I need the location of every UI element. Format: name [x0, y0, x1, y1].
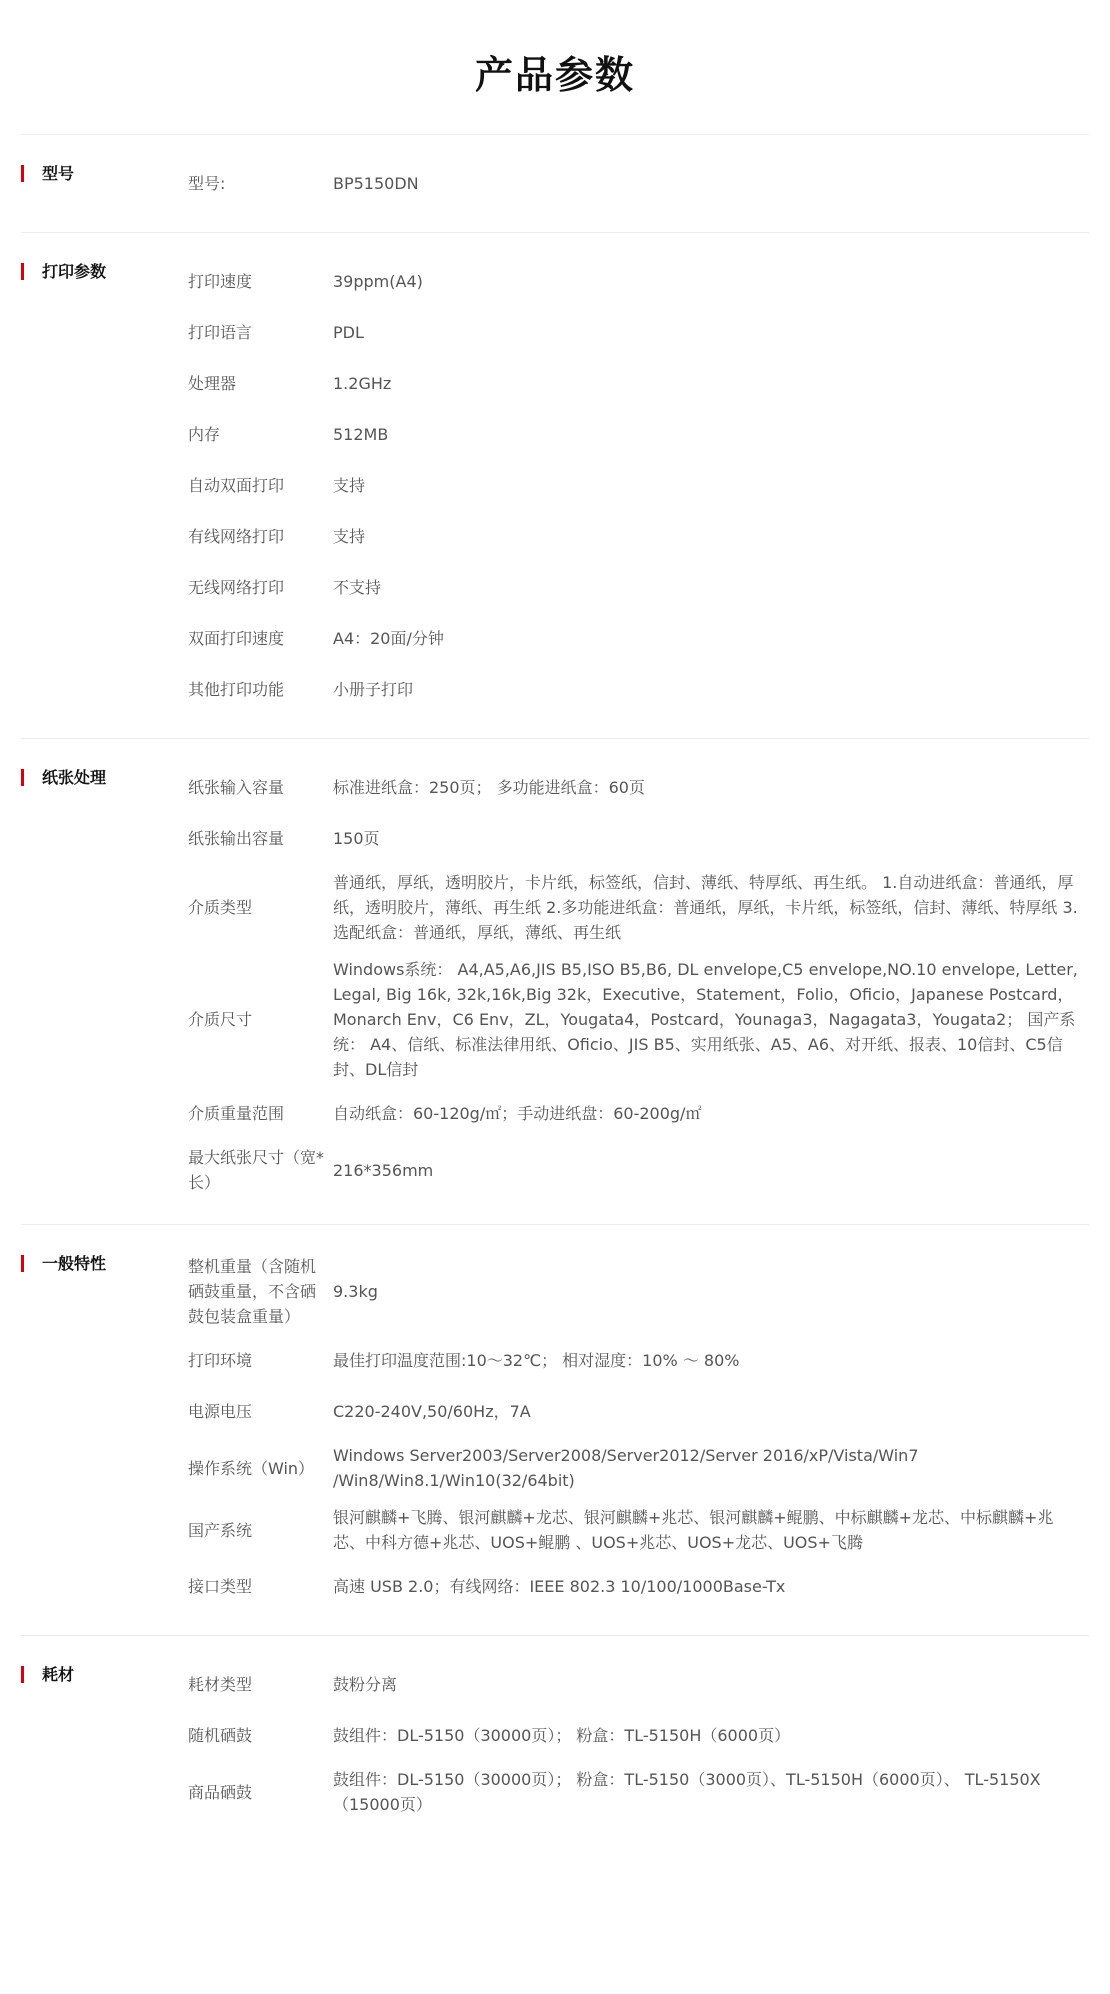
param-row	[188, 813, 1089, 864]
param-value: 9.3kg	[333, 1282, 378, 1301]
param-value: 小册子打印	[333, 680, 414, 699]
param-row	[188, 864, 1089, 951]
param-label: 整机重量（含随机硒鼓重量，不含硒鼓包装盒重量）	[188, 1257, 317, 1326]
param-label: 处理器	[188, 374, 237, 393]
param-value: 不支持	[333, 578, 382, 597]
param-value: 自动纸盒：60-120g/㎡；手动进纸盘：60-200g/㎡	[333, 1104, 702, 1123]
param-label: 纸张输入容量	[188, 778, 285, 797]
param-row	[188, 562, 1089, 613]
param-label: 电源电压	[188, 1402, 253, 1421]
param-value: A4：20面/分钟	[333, 629, 444, 648]
param-value: C220-240V,50/60Hz，7A	[333, 1402, 531, 1421]
param-label: 国产系统	[188, 1520, 253, 1540]
param-rows	[188, 1659, 1089, 1823]
param-row	[188, 1761, 1089, 1823]
section-heading	[21, 1663, 188, 1687]
param-value: 最佳打印温度范围:10～32℃； 相对湿度：10% ～ 80%	[333, 1351, 740, 1370]
param-label: 最大纸张尺寸（宽*长）	[188, 1148, 325, 1192]
param-value: BP5150DN	[333, 174, 419, 193]
param-row	[188, 307, 1089, 358]
param-value: Windows Server2003/Server2008/Server2012/Server 2016/xP/Vista/Win7 /Win8/Win8.1/Win10(32/64bit)	[333, 1446, 919, 1490]
param-row	[188, 1710, 1089, 1761]
section-title: 一般特性	[42, 1254, 107, 1273]
param-value: 鼓组件：DL-5150（30000页）； 粉盒：TL-5150（3000页）、TL-5150H（6000页）、 TL-5150X（15000页）	[333, 1770, 1041, 1814]
param-row	[188, 1659, 1089, 1710]
param-row	[188, 1386, 1089, 1437]
param-section	[21, 135, 1089, 233]
param-rows	[188, 762, 1089, 1201]
param-rows	[188, 1248, 1089, 1612]
param-row	[188, 664, 1089, 715]
param-row	[188, 358, 1089, 409]
param-row	[188, 511, 1089, 562]
param-label: 耗材类型	[188, 1675, 253, 1694]
param-label: 随机硒鼓	[188, 1726, 253, 1745]
param-row	[188, 951, 1089, 1088]
param-section	[21, 233, 1089, 739]
param-row	[188, 1335, 1089, 1386]
section-heading	[21, 1252, 188, 1276]
param-label: 打印语言	[188, 323, 253, 342]
param-label: 介质尺寸	[188, 1010, 253, 1029]
section-accent-bar	[21, 769, 24, 786]
param-value: 150页	[333, 829, 380, 848]
param-value: 银河麒麟+飞腾、银河麒麟+龙芯、银河麒麟+兆芯、银河麒麟+鲲鹏、中标麒麟+龙芯、中标麒麟+兆芯、中科方德+兆芯、UOS+鲲鹏 、UOS+兆芯、UOS+龙芯、UOS+飞腾	[333, 1508, 1054, 1552]
param-row	[188, 158, 1089, 209]
param-label: 介质重量范围	[188, 1104, 285, 1123]
param-section	[21, 1225, 1089, 1636]
param-row	[188, 1437, 1089, 1499]
param-value: 39ppm(A4)	[333, 272, 423, 291]
param-section	[21, 1636, 1089, 1846]
param-value: Windows系统： A4,A5,A6,JIS B5,ISO B5,B6, DL envelope,C5 envelope,NO.10 envelope, Letter, Legal, Big 16k, 32k,16k,Big 32k，Executive，Statement，Folio，Oficio，Japanese Postcard，Monarch Env，C6 Env，ZL，Yougata4，Postcard，Younaga3，Nagagata3，Yougata2； 国产系统： A4、信纸、标准法律用纸、Oficio、JIS B5、实用纸张、A5、A6、对开纸、报表、10信封、C5信封、DL信封	[333, 960, 1078, 1079]
param-value: 标准进纸盒：250页； 多功能进纸盒：60页	[333, 778, 645, 797]
param-label: 其他打印功能	[188, 680, 285, 699]
param-label: 纸张输出容量	[188, 829, 285, 848]
param-value: 高速 USB 2.0；有线网络：IEEE 802.3 10/100/1000Base-Tx	[333, 1577, 786, 1596]
page-title: 产品参数	[474, 53, 635, 97]
param-row	[188, 1561, 1089, 1612]
section-title: 纸张处理	[42, 768, 107, 787]
param-row	[188, 1499, 1089, 1561]
param-value: 普通纸，厚纸，透明胶片，卡片纸，标签纸，信封、薄纸、特厚纸、再生纸。 1.自动进纸盒：普通纸，厚纸，透明胶片，薄纸、再生纸 2.多功能进纸盒：普通纸，厚纸，卡片纸，标签纸，信封、薄纸、特厚纸 3.选配纸盒：普通纸，厚纸，薄纸、再生纸	[333, 873, 1078, 942]
section-accent-bar	[21, 1666, 24, 1683]
section-accent-bar	[21, 1255, 24, 1272]
param-row	[188, 1248, 1089, 1335]
param-rows	[188, 256, 1089, 715]
section-title: 打印参数	[42, 262, 107, 281]
param-label: 操作系统（Win）	[188, 1458, 315, 1478]
param-label: 介质类型	[188, 898, 253, 917]
params-sections	[21, 134, 1089, 1846]
param-label: 打印环境	[188, 1351, 253, 1370]
param-label: 内存	[188, 425, 221, 444]
param-label: 型号:	[188, 174, 226, 193]
param-section	[21, 739, 1089, 1225]
param-row	[188, 1088, 1089, 1139]
section-heading	[21, 260, 188, 284]
param-label: 商品硒鼓	[188, 1782, 253, 1802]
section-heading	[21, 766, 188, 790]
param-label: 自动双面打印	[188, 476, 285, 495]
param-row	[188, 762, 1089, 813]
param-value: PDL	[333, 323, 364, 342]
param-row	[188, 409, 1089, 460]
param-value: 216*356mm	[333, 1160, 434, 1180]
param-value: 鼓粉分离	[333, 1675, 398, 1694]
param-value: 512MB	[333, 425, 389, 444]
section-title: 型号	[42, 164, 75, 183]
param-row	[188, 613, 1089, 664]
param-row	[188, 256, 1089, 307]
section-title: 耗材	[42, 1665, 75, 1684]
section-accent-bar	[21, 263, 24, 280]
param-value: 支持	[333, 527, 366, 546]
param-label: 有线网络打印	[188, 527, 285, 546]
param-label: 无线网络打印	[188, 578, 285, 597]
param-rows	[188, 158, 1089, 209]
param-label: 打印速度	[188, 272, 253, 291]
param-value: 支持	[333, 476, 366, 495]
param-label: 接口类型	[188, 1577, 253, 1596]
param-value: 1.2GHz	[333, 374, 392, 393]
param-value: 鼓组件：DL-5150（30000页）； 粉盒：TL-5150H（6000页）	[333, 1726, 791, 1745]
param-label: 双面打印速度	[188, 629, 285, 648]
param-row	[188, 1139, 1089, 1201]
param-row	[188, 460, 1089, 511]
section-heading	[21, 162, 188, 186]
section-accent-bar	[21, 165, 24, 182]
